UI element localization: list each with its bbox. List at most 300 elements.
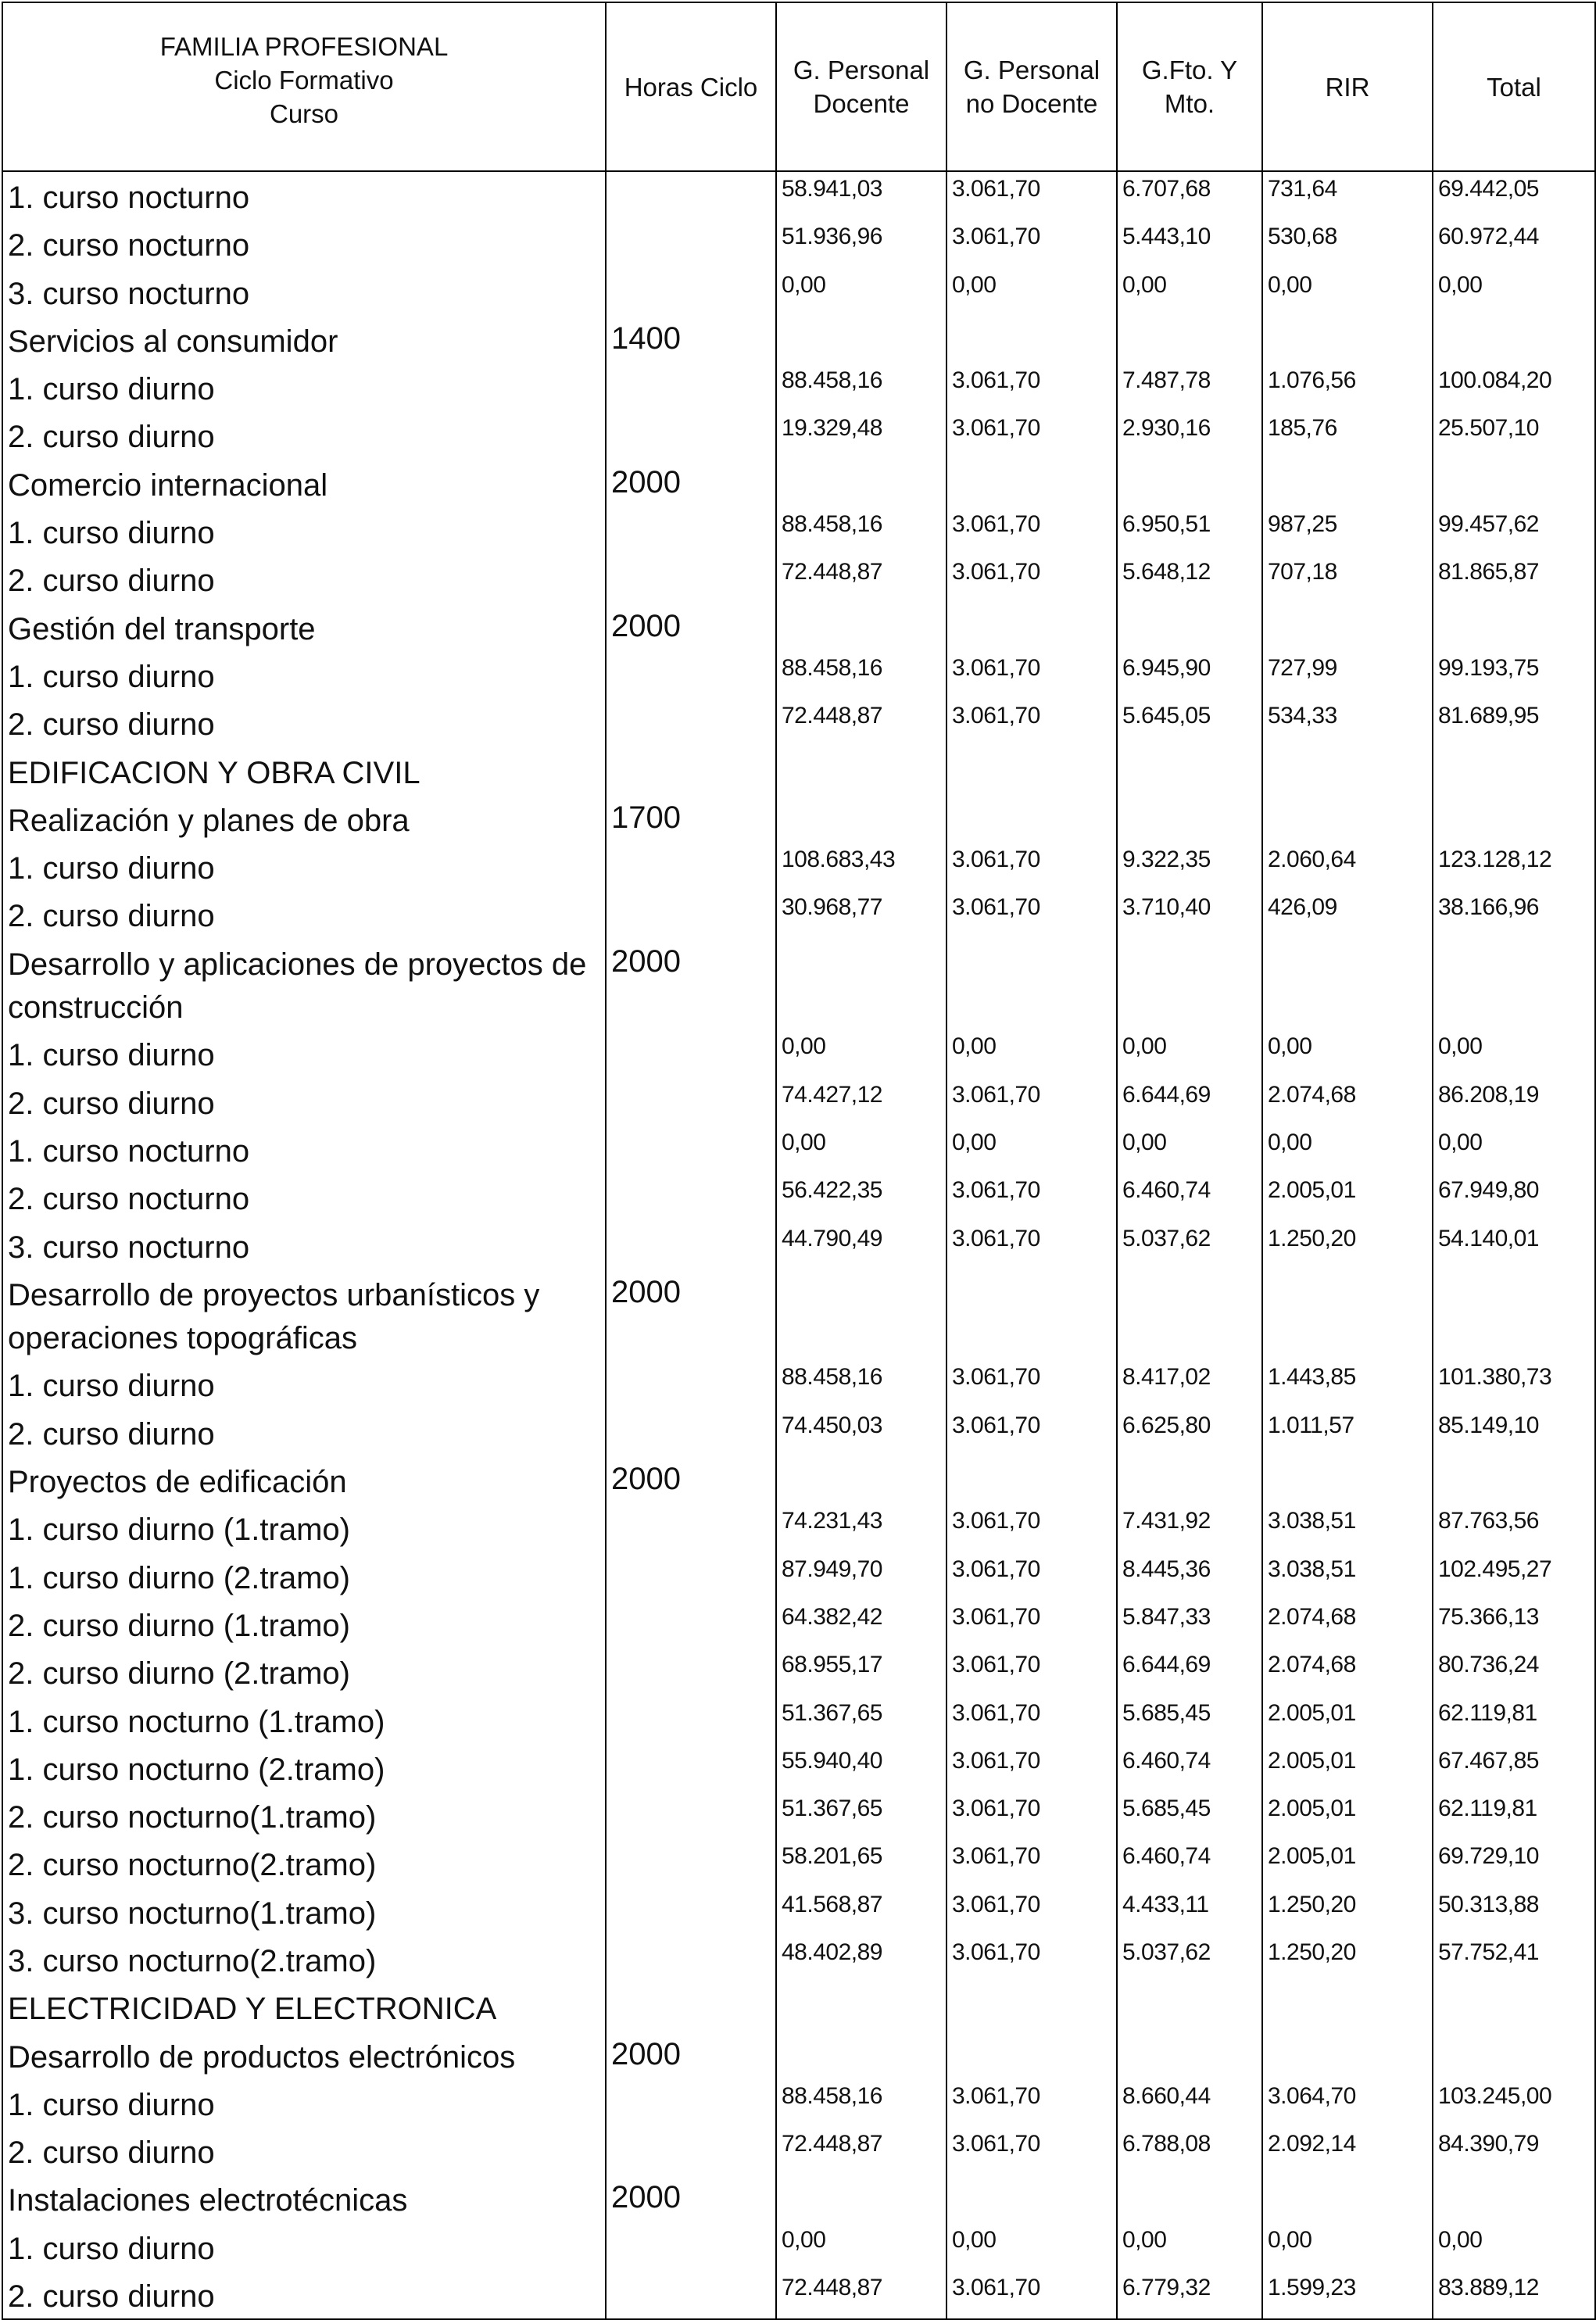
table-row xyxy=(2,2175,1595,2222)
row-label: 3. curso nocturno xyxy=(2,1222,606,1269)
row-label: Servicios al consumidor xyxy=(2,316,606,363)
row-personal-no-docente: 0,00 xyxy=(947,1126,1117,1173)
row-total xyxy=(1433,1269,1595,1361)
table-row xyxy=(2,1792,1595,1839)
row-hours xyxy=(606,1504,776,1552)
row-label: 1. curso nocturno (2.tramo) xyxy=(2,1744,606,1792)
table-row xyxy=(2,1839,1595,1887)
row-total: 100.084,20 xyxy=(1433,363,1595,411)
row-total xyxy=(1433,747,1595,795)
row-hours xyxy=(606,507,776,555)
table-row xyxy=(2,1078,1595,1126)
row-label: 1. curso diurno xyxy=(2,2223,606,2271)
row-personal-no-docente: 3.061,70 xyxy=(947,363,1117,411)
row-hours xyxy=(606,1648,776,1695)
row-total: 80.736,24 xyxy=(1433,1648,1595,1695)
row-hours xyxy=(606,1600,776,1648)
row-rir: 534,33 xyxy=(1262,699,1433,746)
row-gfto-mto: 5.685,45 xyxy=(1117,1792,1262,1839)
row-label: Realización y planes de obra xyxy=(2,795,606,843)
table-row xyxy=(2,890,1595,938)
row-label: 2. curso diurno xyxy=(2,890,606,938)
row-personal-no-docente xyxy=(947,747,1117,795)
table-row xyxy=(2,795,1595,843)
row-gfto-mto xyxy=(1117,1456,1262,1504)
row-hours xyxy=(606,220,776,267)
row-hours xyxy=(606,171,776,220)
row-rir: 1.250,20 xyxy=(1262,1222,1433,1269)
row-gfto-mto: 6.945,90 xyxy=(1117,651,1262,699)
row-personal-no-docente: 3.061,70 xyxy=(947,651,1117,699)
row-personal-docente: 72.448,87 xyxy=(776,699,947,746)
row-personal-no-docente: 3.061,70 xyxy=(947,1504,1117,1552)
row-personal-no-docente xyxy=(947,2175,1117,2222)
row-label: 1. curso diurno xyxy=(2,1029,606,1077)
row-gfto-mto: 6.707,68 xyxy=(1117,171,1262,220)
row-total: 0,00 xyxy=(1433,2223,1595,2271)
row-hours xyxy=(606,1792,776,1839)
row-personal-no-docente: 3.061,70 xyxy=(947,411,1117,459)
header-gfto-line1: G.Fto. Y xyxy=(1141,55,1238,84)
row-total xyxy=(1433,1983,1595,2031)
row-personal-no-docente: 3.061,70 xyxy=(947,1888,1117,1935)
row-personal-docente: 0,00 xyxy=(776,1029,947,1077)
row-rir xyxy=(1262,316,1433,363)
table-row xyxy=(2,1504,1595,1552)
row-gfto-mto: 5.685,45 xyxy=(1117,1696,1262,1744)
row-gfto-mto xyxy=(1117,460,1262,507)
row-personal-no-docente: 3.061,70 xyxy=(947,1935,1117,1983)
table-row xyxy=(2,1744,1595,1792)
row-rir: 987,25 xyxy=(1262,507,1433,555)
table-row xyxy=(2,939,1595,1030)
table-row xyxy=(2,507,1595,555)
row-personal-docente: 72.448,87 xyxy=(776,2127,947,2175)
row-rir xyxy=(1262,460,1433,507)
budget-table xyxy=(2,2,1596,2320)
row-gfto-mto xyxy=(1117,603,1262,651)
row-total: 102.495,27 xyxy=(1433,1552,1595,1600)
table-row xyxy=(2,171,1595,220)
row-personal-no-docente: 3.061,70 xyxy=(947,1648,1117,1695)
table-body xyxy=(2,171,1595,2319)
row-hours xyxy=(606,1696,776,1744)
table-row xyxy=(2,363,1595,411)
row-total: 62.119,81 xyxy=(1433,1696,1595,1744)
row-personal-docente: 55.940,40 xyxy=(776,1744,947,1792)
row-gfto-mto xyxy=(1117,939,1262,1030)
row-label: 2. curso nocturno(2.tramo) xyxy=(2,1839,606,1887)
row-gfto-mto: 0,00 xyxy=(1117,2223,1262,2271)
header-familia-profesional xyxy=(2,2,606,171)
row-personal-docente: 87.949,70 xyxy=(776,1552,947,1600)
row-gfto-mto xyxy=(1117,316,1262,363)
row-hours xyxy=(606,1983,776,2031)
table-row xyxy=(2,1360,1595,1408)
table-row xyxy=(2,411,1595,459)
row-hours xyxy=(606,2079,776,2127)
row-personal-docente: 72.448,87 xyxy=(776,555,947,603)
row-personal-docente xyxy=(776,1983,947,2031)
row-personal-docente: 74.450,03 xyxy=(776,1409,947,1456)
row-rir xyxy=(1262,747,1433,795)
row-hours: 1700 xyxy=(606,795,776,843)
row-hours xyxy=(606,1409,776,1456)
row-hours xyxy=(606,1744,776,1792)
table-row xyxy=(2,843,1595,890)
row-hours xyxy=(606,699,776,746)
row-hours xyxy=(606,411,776,459)
header-horas-ciclo: Horas Ciclo xyxy=(606,2,776,171)
row-personal-docente xyxy=(776,603,947,651)
row-hours xyxy=(606,2271,776,2319)
row-total: 60.972,44 xyxy=(1433,220,1595,267)
row-personal-no-docente: 3.061,70 xyxy=(947,1839,1117,1887)
row-total: 67.467,85 xyxy=(1433,1744,1595,1792)
row-personal-no-docente: 3.061,70 xyxy=(947,1696,1117,1744)
row-label: 2. curso diurno (1.tramo) xyxy=(2,1600,606,1648)
row-rir: 731,64 xyxy=(1262,171,1433,220)
row-gfto-mto: 5.645,05 xyxy=(1117,699,1262,746)
row-label: 2. curso nocturno xyxy=(2,220,606,267)
header-personal-no-docente xyxy=(947,2,1117,171)
row-personal-docente: 56.422,35 xyxy=(776,1173,947,1221)
row-personal-docente: 108.683,43 xyxy=(776,843,947,890)
row-total: 50.313,88 xyxy=(1433,1888,1595,1935)
row-personal-no-docente: 3.061,70 xyxy=(947,2079,1117,2127)
row-personal-no-docente xyxy=(947,1983,1117,2031)
row-gfto-mto: 5.847,33 xyxy=(1117,1600,1262,1648)
row-gfto-mto xyxy=(1117,795,1262,843)
row-personal-docente: 72.448,87 xyxy=(776,2271,947,2319)
table-row xyxy=(2,1983,1595,2031)
row-label: 1. curso diurno (2.tramo) xyxy=(2,1552,606,1600)
row-personal-no-docente: 0,00 xyxy=(947,1029,1117,1077)
row-personal-no-docente: 3.061,70 xyxy=(947,699,1117,746)
row-gfto-mto: 6.460,74 xyxy=(1117,1173,1262,1221)
row-rir: 727,99 xyxy=(1262,651,1433,699)
row-rir: 185,76 xyxy=(1262,411,1433,459)
row-gfto-mto: 6.460,74 xyxy=(1117,1839,1262,1887)
row-gfto-mto: 6.788,08 xyxy=(1117,2127,1262,2175)
table-row xyxy=(2,1409,1595,1456)
row-hours xyxy=(606,1888,776,1935)
row-gfto-mto xyxy=(1117,1269,1262,1361)
row-hours xyxy=(606,1360,776,1408)
row-personal-docente xyxy=(776,460,947,507)
row-label: Desarrollo de productos electrónicos xyxy=(2,2032,606,2079)
row-personal-no-docente xyxy=(947,795,1117,843)
table-row xyxy=(2,268,1595,316)
row-hours: 2000 xyxy=(606,939,776,1030)
row-label: 1. curso diurno xyxy=(2,651,606,699)
row-hours xyxy=(606,1222,776,1269)
row-hours xyxy=(606,1839,776,1887)
row-personal-no-docente: 3.061,70 xyxy=(947,1792,1117,1839)
table-row xyxy=(2,651,1595,699)
row-personal-docente: 41.568,87 xyxy=(776,1888,947,1935)
row-label: 1. curso nocturno xyxy=(2,1126,606,1173)
row-gfto-mto: 2.930,16 xyxy=(1117,411,1262,459)
row-gfto-mto: 6.644,69 xyxy=(1117,1078,1262,1126)
table-row xyxy=(2,1126,1595,1173)
row-total: 99.457,62 xyxy=(1433,507,1595,555)
row-gfto-mto: 6.644,69 xyxy=(1117,1648,1262,1695)
row-gfto-mto: 8.445,36 xyxy=(1117,1552,1262,1600)
row-personal-docente: 88.458,16 xyxy=(776,2079,947,2127)
row-hours xyxy=(606,1126,776,1173)
header-gfto-line2: Mto. xyxy=(1164,89,1215,118)
row-total: 101.380,73 xyxy=(1433,1360,1595,1408)
row-rir: 1.443,85 xyxy=(1262,1360,1433,1408)
row-total: 83.889,12 xyxy=(1433,2271,1595,2319)
row-gfto-mto: 7.431,92 xyxy=(1117,1504,1262,1552)
row-label: 3. curso nocturno(2.tramo) xyxy=(2,1935,606,1983)
row-personal-docente: 88.458,16 xyxy=(776,651,947,699)
row-gfto-mto: 7.487,78 xyxy=(1117,363,1262,411)
row-hours xyxy=(606,555,776,603)
row-personal-docente xyxy=(776,747,947,795)
row-label: Gestión del transporte xyxy=(2,603,606,651)
row-personal-no-docente: 3.061,70 xyxy=(947,2271,1117,2319)
row-hours xyxy=(606,1078,776,1126)
row-personal-no-docente: 3.061,70 xyxy=(947,1360,1117,1408)
header-total: Total xyxy=(1433,2,1595,171)
row-total xyxy=(1433,2175,1595,2222)
table-row xyxy=(2,603,1595,651)
row-gfto-mto xyxy=(1117,2032,1262,2079)
row-rir xyxy=(1262,1269,1433,1361)
row-label: 2. curso diurno (2.tramo) xyxy=(2,1648,606,1695)
row-label: 2. curso diurno xyxy=(2,699,606,746)
row-total: 0,00 xyxy=(1433,1029,1595,1077)
row-label: 3. curso nocturno(1.tramo) xyxy=(2,1888,606,1935)
table-row xyxy=(2,1269,1595,1361)
row-gfto-mto: 6.460,74 xyxy=(1117,1744,1262,1792)
row-personal-docente: 64.382,42 xyxy=(776,1600,947,1648)
row-personal-no-docente: 3.061,70 xyxy=(947,2127,1117,2175)
row-gfto-mto: 0,00 xyxy=(1117,1126,1262,1173)
row-total: 62.119,81 xyxy=(1433,1792,1595,1839)
row-personal-no-docente: 3.061,70 xyxy=(947,1173,1117,1221)
header-gpd-line1: G. Personal xyxy=(793,55,930,84)
row-rir: 2.005,01 xyxy=(1262,1173,1433,1221)
row-hours: 2000 xyxy=(606,1269,776,1361)
row-personal-no-docente xyxy=(947,316,1117,363)
row-gfto-mto: 0,00 xyxy=(1117,268,1262,316)
row-personal-docente: 44.790,49 xyxy=(776,1222,947,1269)
row-label: 2. curso diurno xyxy=(2,1078,606,1126)
row-label: 2. curso diurno xyxy=(2,1409,606,1456)
table-row xyxy=(2,555,1595,603)
header-gfto-mto xyxy=(1117,2,1262,171)
row-personal-docente: 48.402,89 xyxy=(776,1935,947,1983)
row-total: 0,00 xyxy=(1433,1126,1595,1173)
row-label: 1. curso diurno xyxy=(2,2079,606,2127)
row-rir: 1.250,20 xyxy=(1262,1888,1433,1935)
row-label: 1. curso nocturno (1.tramo) xyxy=(2,1696,606,1744)
row-label: 2. curso diurno xyxy=(2,555,606,603)
row-gfto-mto: 4.433,11 xyxy=(1117,1888,1262,1935)
row-personal-no-docente: 3.061,70 xyxy=(947,1552,1117,1600)
row-rir: 2.005,01 xyxy=(1262,1696,1433,1744)
row-personal-no-docente: 0,00 xyxy=(947,268,1117,316)
row-label: 1. curso nocturno xyxy=(2,171,606,220)
row-personal-docente: 88.458,16 xyxy=(776,1360,947,1408)
table-row xyxy=(2,316,1595,363)
row-label: 2. curso nocturno xyxy=(2,1173,606,1221)
row-total: 25.507,10 xyxy=(1433,411,1595,459)
row-total: 84.390,79 xyxy=(1433,2127,1595,2175)
row-personal-docente: 0,00 xyxy=(776,268,947,316)
row-gfto-mto: 6.625,80 xyxy=(1117,1409,1262,1456)
row-hours xyxy=(606,363,776,411)
table-row xyxy=(2,2079,1595,2127)
row-personal-docente xyxy=(776,1269,947,1361)
row-personal-no-docente: 3.061,70 xyxy=(947,507,1117,555)
row-gfto-mto xyxy=(1117,747,1262,795)
row-personal-no-docente xyxy=(947,1456,1117,1504)
row-personal-no-docente xyxy=(947,603,1117,651)
header-gpnd-line1: G. Personal xyxy=(963,55,1100,84)
table-row xyxy=(2,1648,1595,1695)
row-label: 1. curso diurno xyxy=(2,363,606,411)
table-row xyxy=(2,220,1595,267)
row-gfto-mto: 9.322,35 xyxy=(1117,843,1262,890)
row-rir xyxy=(1262,1983,1433,2031)
row-label: ELECTRICIDAD Y ELECTRONICA xyxy=(2,1983,606,2031)
row-total xyxy=(1433,603,1595,651)
row-personal-no-docente: 3.061,70 xyxy=(947,171,1117,220)
row-hours xyxy=(606,747,776,795)
row-label: 2. curso diurno xyxy=(2,2127,606,2175)
row-personal-docente: 74.427,12 xyxy=(776,1078,947,1126)
header-familia-line1: FAMILIA PROFESIONAL xyxy=(159,32,449,61)
row-personal-no-docente: 3.061,70 xyxy=(947,1600,1117,1648)
row-personal-docente xyxy=(776,1456,947,1504)
row-rir: 0,00 xyxy=(1262,268,1433,316)
row-total: 86.208,19 xyxy=(1433,1078,1595,1126)
row-label: 2. curso diurno xyxy=(2,411,606,459)
row-personal-docente: 88.458,16 xyxy=(776,507,947,555)
row-total: 85.149,10 xyxy=(1433,1409,1595,1456)
row-label: 3. curso nocturno xyxy=(2,268,606,316)
row-total xyxy=(1433,316,1595,363)
row-total: 87.763,56 xyxy=(1433,1504,1595,1552)
header-familia-line3: Curso xyxy=(269,99,339,128)
row-personal-docente: 58.941,03 xyxy=(776,171,947,220)
row-total: 81.865,87 xyxy=(1433,555,1595,603)
row-rir: 2.005,01 xyxy=(1262,1744,1433,1792)
row-rir: 1.011,57 xyxy=(1262,1409,1433,1456)
table-row xyxy=(2,1600,1595,1648)
row-personal-docente xyxy=(776,795,947,843)
row-rir: 3.064,70 xyxy=(1262,2079,1433,2127)
row-total: 69.729,10 xyxy=(1433,1839,1595,1887)
row-hours: 2000 xyxy=(606,603,776,651)
table-row xyxy=(2,2032,1595,2079)
row-gfto-mto xyxy=(1117,2175,1262,2222)
table-row xyxy=(2,1935,1595,1983)
table-row xyxy=(2,460,1595,507)
row-label: Proyectos de edificación xyxy=(2,1456,606,1504)
table-row xyxy=(2,1456,1595,1504)
row-rir: 0,00 xyxy=(1262,1029,1433,1077)
row-label: 1. curso diurno (1.tramo) xyxy=(2,1504,606,1552)
table-header xyxy=(2,2,1595,171)
row-personal-docente xyxy=(776,2175,947,2222)
header-gpnd-line2: no Docente xyxy=(965,89,1098,118)
row-rir: 3.038,51 xyxy=(1262,1504,1433,1552)
row-gfto-mto: 6.779,32 xyxy=(1117,2271,1262,2319)
row-hours xyxy=(606,651,776,699)
row-hours xyxy=(606,2223,776,2271)
table-row xyxy=(2,1696,1595,1744)
row-personal-docente: 51.367,65 xyxy=(776,1792,947,1839)
row-gfto-mto: 5.443,10 xyxy=(1117,220,1262,267)
row-hours: 2000 xyxy=(606,1456,776,1504)
row-personal-docente xyxy=(776,2032,947,2079)
row-label: Desarrollo de proyectos urbanísticos y operaciones topográficas xyxy=(2,1269,606,1361)
row-hours xyxy=(606,1552,776,1600)
header-familia-line2: Ciclo Formativo xyxy=(214,66,394,95)
row-personal-docente: 68.955,17 xyxy=(776,1648,947,1695)
row-rir: 2.074,68 xyxy=(1262,1078,1433,1126)
row-personal-docente: 30.968,77 xyxy=(776,890,947,938)
row-total xyxy=(1433,1456,1595,1504)
table-row xyxy=(2,747,1595,795)
row-rir: 1.599,23 xyxy=(1262,2271,1433,2319)
row-personal-docente: 51.367,65 xyxy=(776,1696,947,1744)
row-label: Instalaciones electrotécnicas xyxy=(2,2175,606,2222)
row-personal-docente: 51.936,96 xyxy=(776,220,947,267)
row-personal-no-docente: 3.061,70 xyxy=(947,555,1117,603)
row-total xyxy=(1433,460,1595,507)
row-label: 2. curso nocturno(1.tramo) xyxy=(2,1792,606,1839)
row-hours xyxy=(606,890,776,938)
row-rir xyxy=(1262,795,1433,843)
row-personal-no-docente: 3.061,70 xyxy=(947,1409,1117,1456)
row-gfto-mto: 5.648,12 xyxy=(1117,555,1262,603)
row-personal-no-docente: 3.061,70 xyxy=(947,1078,1117,1126)
row-rir: 707,18 xyxy=(1262,555,1433,603)
row-rir xyxy=(1262,2032,1433,2079)
row-personal-docente: 58.201,65 xyxy=(776,1839,947,1887)
row-hours xyxy=(606,2127,776,2175)
row-rir xyxy=(1262,2175,1433,2222)
row-personal-no-docente xyxy=(947,1269,1117,1361)
row-personal-no-docente xyxy=(947,2032,1117,2079)
row-hours: 1400 xyxy=(606,316,776,363)
row-personal-no-docente: 0,00 xyxy=(947,2223,1117,2271)
row-hours xyxy=(606,1173,776,1221)
row-total: 57.752,41 xyxy=(1433,1935,1595,1983)
row-personal-docente: 19.329,48 xyxy=(776,411,947,459)
row-personal-no-docente: 3.061,70 xyxy=(947,843,1117,890)
row-personal-no-docente xyxy=(947,939,1117,1030)
row-gfto-mto: 8.660,44 xyxy=(1117,2079,1262,2127)
row-total: 54.140,01 xyxy=(1433,1222,1595,1269)
row-rir: 2.092,14 xyxy=(1262,2127,1433,2175)
row-total: 123.128,12 xyxy=(1433,843,1595,890)
row-label: EDIFICACION Y OBRA CIVIL xyxy=(2,747,606,795)
row-label: 1. curso diurno xyxy=(2,507,606,555)
row-total: 0,00 xyxy=(1433,268,1595,316)
row-hours: 2000 xyxy=(606,460,776,507)
row-personal-docente xyxy=(776,316,947,363)
table-row xyxy=(2,1173,1595,1221)
row-rir: 530,68 xyxy=(1262,220,1433,267)
